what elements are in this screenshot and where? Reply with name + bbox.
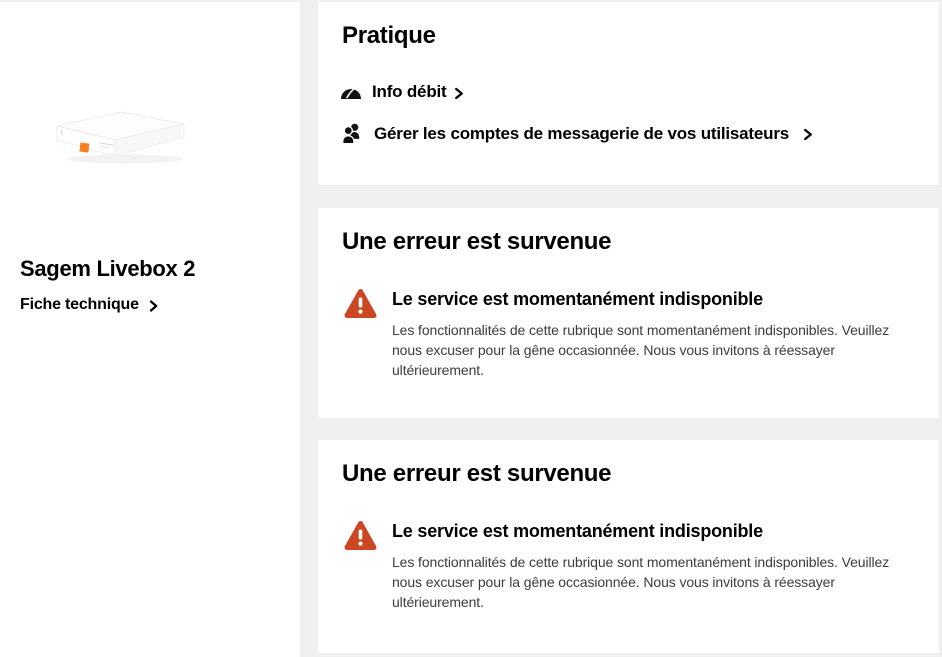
livebox-device-image	[53, 108, 188, 166]
pratique-card	[318, 2, 939, 185]
info-debit-label: Info débit	[372, 82, 447, 101]
device-sidebar	[0, 2, 300, 657]
warning-triangle-icon	[344, 288, 377, 319]
fiche-technique-label: Fiche technique	[20, 296, 139, 313]
info-debit-link[interactable]	[340, 82, 464, 102]
error-card-title: Une erreur est survenue	[342, 228, 612, 255]
warning-triangle-icon	[344, 520, 377, 551]
fiche-technique-link[interactable]	[20, 296, 158, 314]
error-row	[344, 520, 912, 612]
manage-mail-accounts-link[interactable]	[342, 123, 813, 144]
chevron-right-icon	[803, 128, 813, 141]
chevron-right-icon	[149, 300, 158, 312]
orange-logo-square	[79, 143, 89, 153]
error-row	[344, 288, 912, 380]
error-heading: Le service est momentanément indisponible	[392, 521, 763, 541]
error-card-title: Une erreur est survenue	[342, 460, 612, 487]
error-card	[318, 440, 939, 653]
chevron-right-icon	[454, 87, 464, 100]
main-content	[300, 0, 942, 657]
error-message: Les fonctionnalités de cette rubrique sont momentanément indisponibles. Veuillez nous excuser pour la gêne occasionnée. Nous vous invitons à réessayer ultérieurement.	[392, 322, 890, 378]
speedometer-icon	[340, 85, 362, 100]
error-card	[318, 208, 939, 418]
error-message: Les fonctionnalités de cette rubrique sont momentanément indisponibles. Veuillez nous excuser pour la gêne occasionnée. Nous vous invitons à réessayer ultérieurement.	[392, 554, 890, 610]
device-name: Sagem Livebox 2	[20, 256, 196, 281]
error-heading: Le service est momentanément indisponible	[392, 289, 763, 309]
users-icon	[342, 123, 360, 144]
manage-mail-accounts-label: Gérer les comptes de messagerie de vos utilisateurs	[374, 123, 789, 143]
pratique-title: Pratique	[342, 22, 436, 49]
